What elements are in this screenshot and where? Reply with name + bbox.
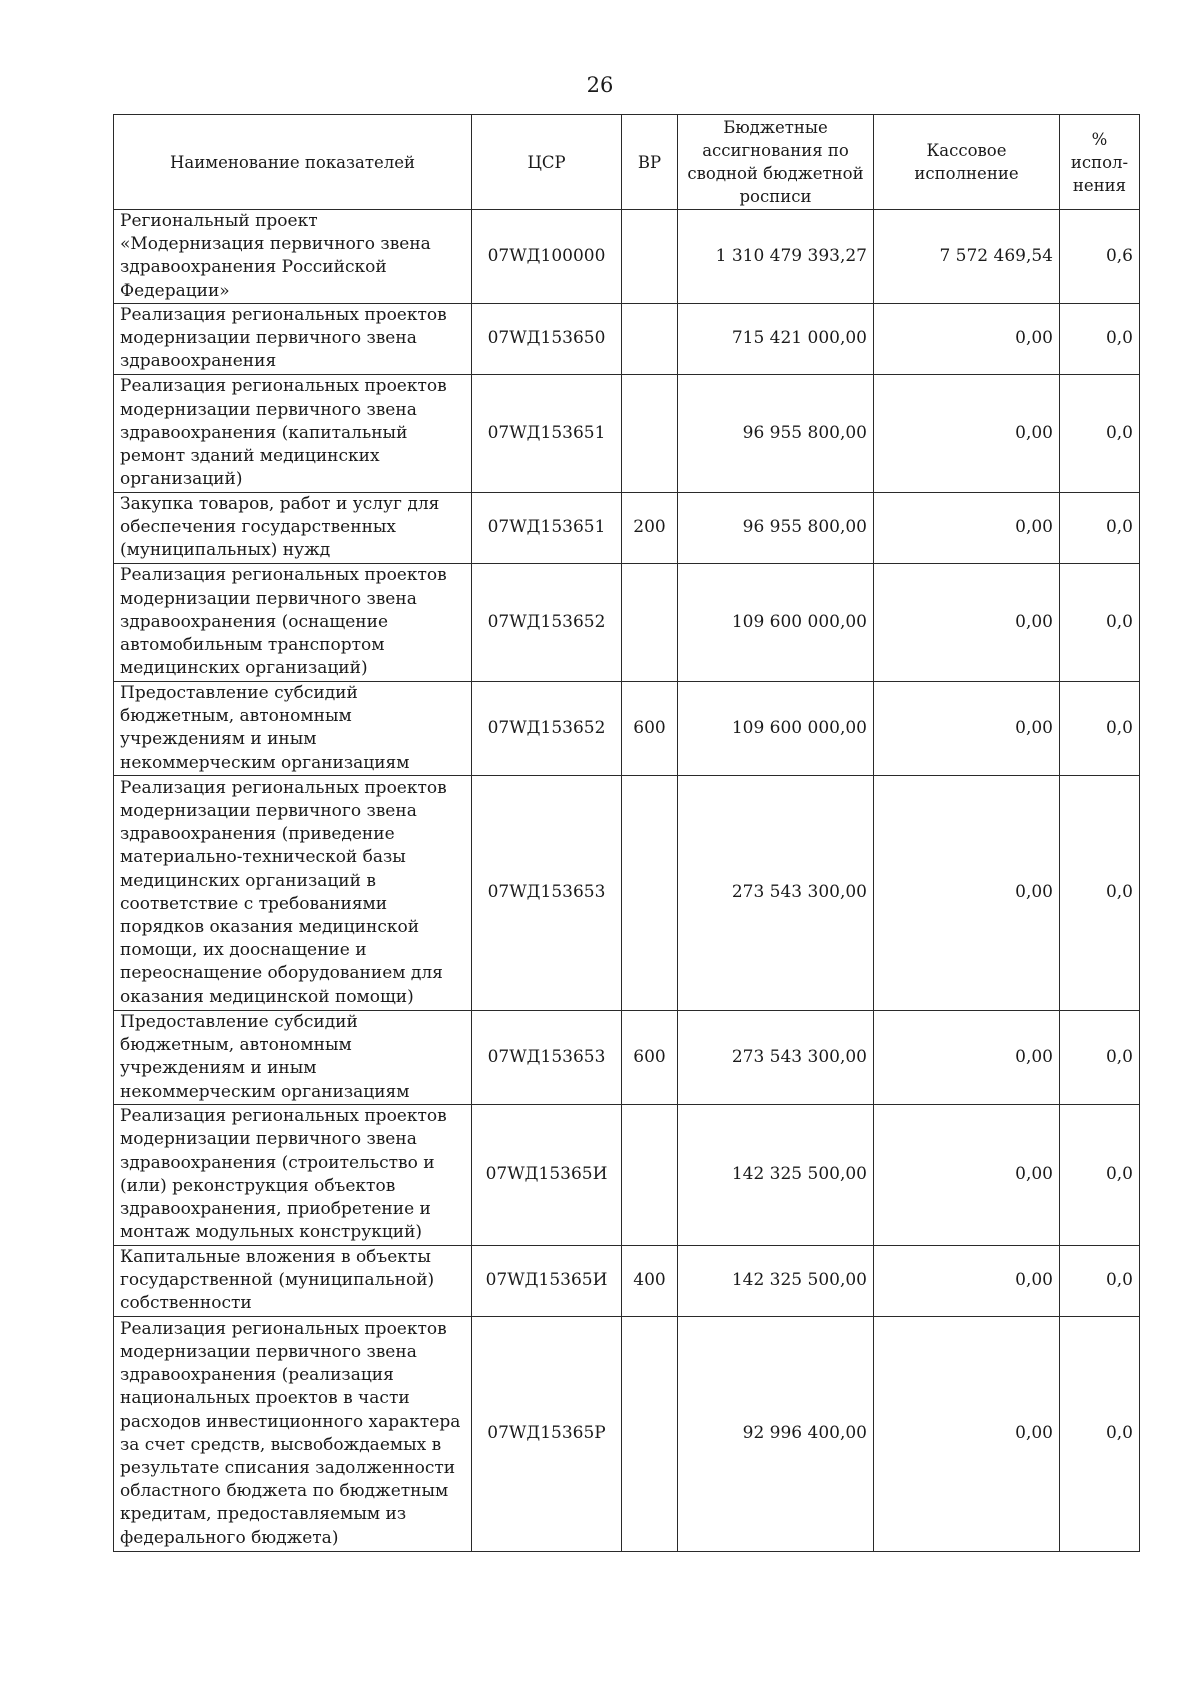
cell-csr: 07WД153652 [472,563,622,681]
cell-budget: 109 600 000,00 [678,681,874,775]
cell-percent: 0,0 [1060,303,1140,374]
cell-budget: 96 955 800,00 [678,374,874,492]
cell-name: Предоставление субсидий бюджетным, автономным учреждениям и иным некоммерческим организациям [114,1010,472,1104]
cell-budget: 1 310 479 393,27 [678,210,874,304]
cell-budget: 142 325 500,00 [678,1104,874,1245]
cell-percent: 0,6 [1060,210,1140,304]
cell-cash: 0,00 [874,681,1060,775]
cell-percent: 0,0 [1060,1245,1140,1316]
header-cash: Кассовое исполнение [874,115,1060,210]
cell-vr [622,775,678,1010]
cell-percent: 0,0 [1060,374,1140,492]
cell-vr: 600 [622,1010,678,1104]
cell-budget: 142 325 500,00 [678,1245,874,1316]
cell-cash: 0,00 [874,1245,1060,1316]
table-row [114,1316,1140,1551]
cell-budget: 92 996 400,00 [678,1316,874,1551]
cell-percent: 0,0 [1060,1010,1140,1104]
cell-csr: 07WД15365И [472,1104,622,1245]
cell-percent: 0,0 [1060,1104,1140,1245]
cell-csr: 07WД15365Р [472,1316,622,1551]
cell-cash: 0,00 [874,492,1060,563]
table-row [114,1245,1140,1316]
cell-budget: 273 543 300,00 [678,1010,874,1104]
cell-vr: 600 [622,681,678,775]
cell-vr [622,1316,678,1551]
cell-csr: 07WД153653 [472,775,622,1010]
cell-name: Региональный проект «Модернизация первичного звена здравоохранения Российской Федерации» [114,210,472,304]
table-row [114,1104,1140,1245]
cell-csr: 07WД100000 [472,210,622,304]
cell-budget: 109 600 000,00 [678,563,874,681]
cell-cash: 0,00 [874,775,1060,1010]
cell-cash: 0,00 [874,1316,1060,1551]
table-row [114,563,1140,681]
header-percent: % испол-нения [1060,115,1140,210]
table-row [114,775,1140,1010]
cell-percent: 0,0 [1060,681,1140,775]
cell-csr: 07WД153652 [472,681,622,775]
header-name: Наименование показателей [114,115,472,210]
cell-cash: 0,00 [874,1104,1060,1245]
table-row [114,374,1140,492]
cell-name: Закупка товаров, работ и услуг для обеспечения государственных (муниципальных) нужд [114,492,472,563]
table-row [114,681,1140,775]
cell-vr [622,210,678,304]
cell-name: Реализация региональных проектов модернизации первичного звена здравоохранения (капитальный ремонт зданий медицинских организаций) [114,374,472,492]
table-header-row [114,115,1140,210]
table-row [114,492,1140,563]
cell-percent: 0,0 [1060,563,1140,681]
cell-vr [622,303,678,374]
cell-name: Предоставление субсидий бюджетным, автономным учреждениям и иным некоммерческим организациям [114,681,472,775]
cell-budget: 96 955 800,00 [678,492,874,563]
table-row [114,210,1140,304]
cell-cash: 0,00 [874,1010,1060,1104]
cell-percent: 0,0 [1060,1316,1140,1551]
cell-vr: 200 [622,492,678,563]
cell-csr: 07WД153651 [472,492,622,563]
cell-vr [622,563,678,681]
cell-percent: 0,0 [1060,492,1140,563]
cell-name: Реализация региональных проектов модернизации первичного звена здравоохранения (строительство и (или) реконструкция объектов здравоохранения, приобретение и монтаж модульных конструкций) [114,1104,472,1245]
cell-vr [622,374,678,492]
cell-cash: 7 572 469,54 [874,210,1060,304]
cell-name: Реализация региональных проектов модернизации первичного звена здравоохранения [114,303,472,374]
budget-execution-table [113,114,1140,1552]
cell-vr [622,1104,678,1245]
cell-cash: 0,00 [874,303,1060,374]
header-vr: ВР [622,115,678,210]
cell-vr: 400 [622,1245,678,1316]
cell-cash: 0,00 [874,374,1060,492]
cell-csr: 07WД15365И [472,1245,622,1316]
cell-name: Реализация региональных проектов модернизации первичного звена здравоохранения (оснащение автомобильным транспортом медицинских организаций) [114,563,472,681]
page-number: 26 [586,73,614,97]
table-row [114,303,1140,374]
cell-name: Капитальные вложения в объекты государственной (муниципальной) собственности [114,1245,472,1316]
cell-csr: 07WД153650 [472,303,622,374]
table-row [114,1010,1140,1104]
header-csr: ЦСР [472,115,622,210]
header-budget: Бюджетные ассигнования по сводной бюджетной росписи [678,115,874,210]
cell-percent: 0,0 [1060,775,1140,1010]
cell-budget: 273 543 300,00 [678,775,874,1010]
cell-csr: 07WД153651 [472,374,622,492]
cell-cash: 0,00 [874,563,1060,681]
cell-budget: 715 421 000,00 [678,303,874,374]
cell-name: Реализация региональных проектов модернизации первичного звена здравоохранения (реализация национальных проектов в части расходов инвестиционного характера за счет средств, высвобождаемых в результате списания задолженности областного бюджета по бюджетным кредитам, предоставляемым из федерального бюджета) [114,1316,472,1551]
cell-csr: 07WД153653 [472,1010,622,1104]
cell-name: Реализация региональных проектов модернизации первичного звена здравоохранения (приведение материально-технической базы медицинских организаций в соответствие с требованиями порядков оказания медицинской помощи, их дооснащение и переоснащение оборудованием для оказания медицинской помощи) [114,775,472,1010]
